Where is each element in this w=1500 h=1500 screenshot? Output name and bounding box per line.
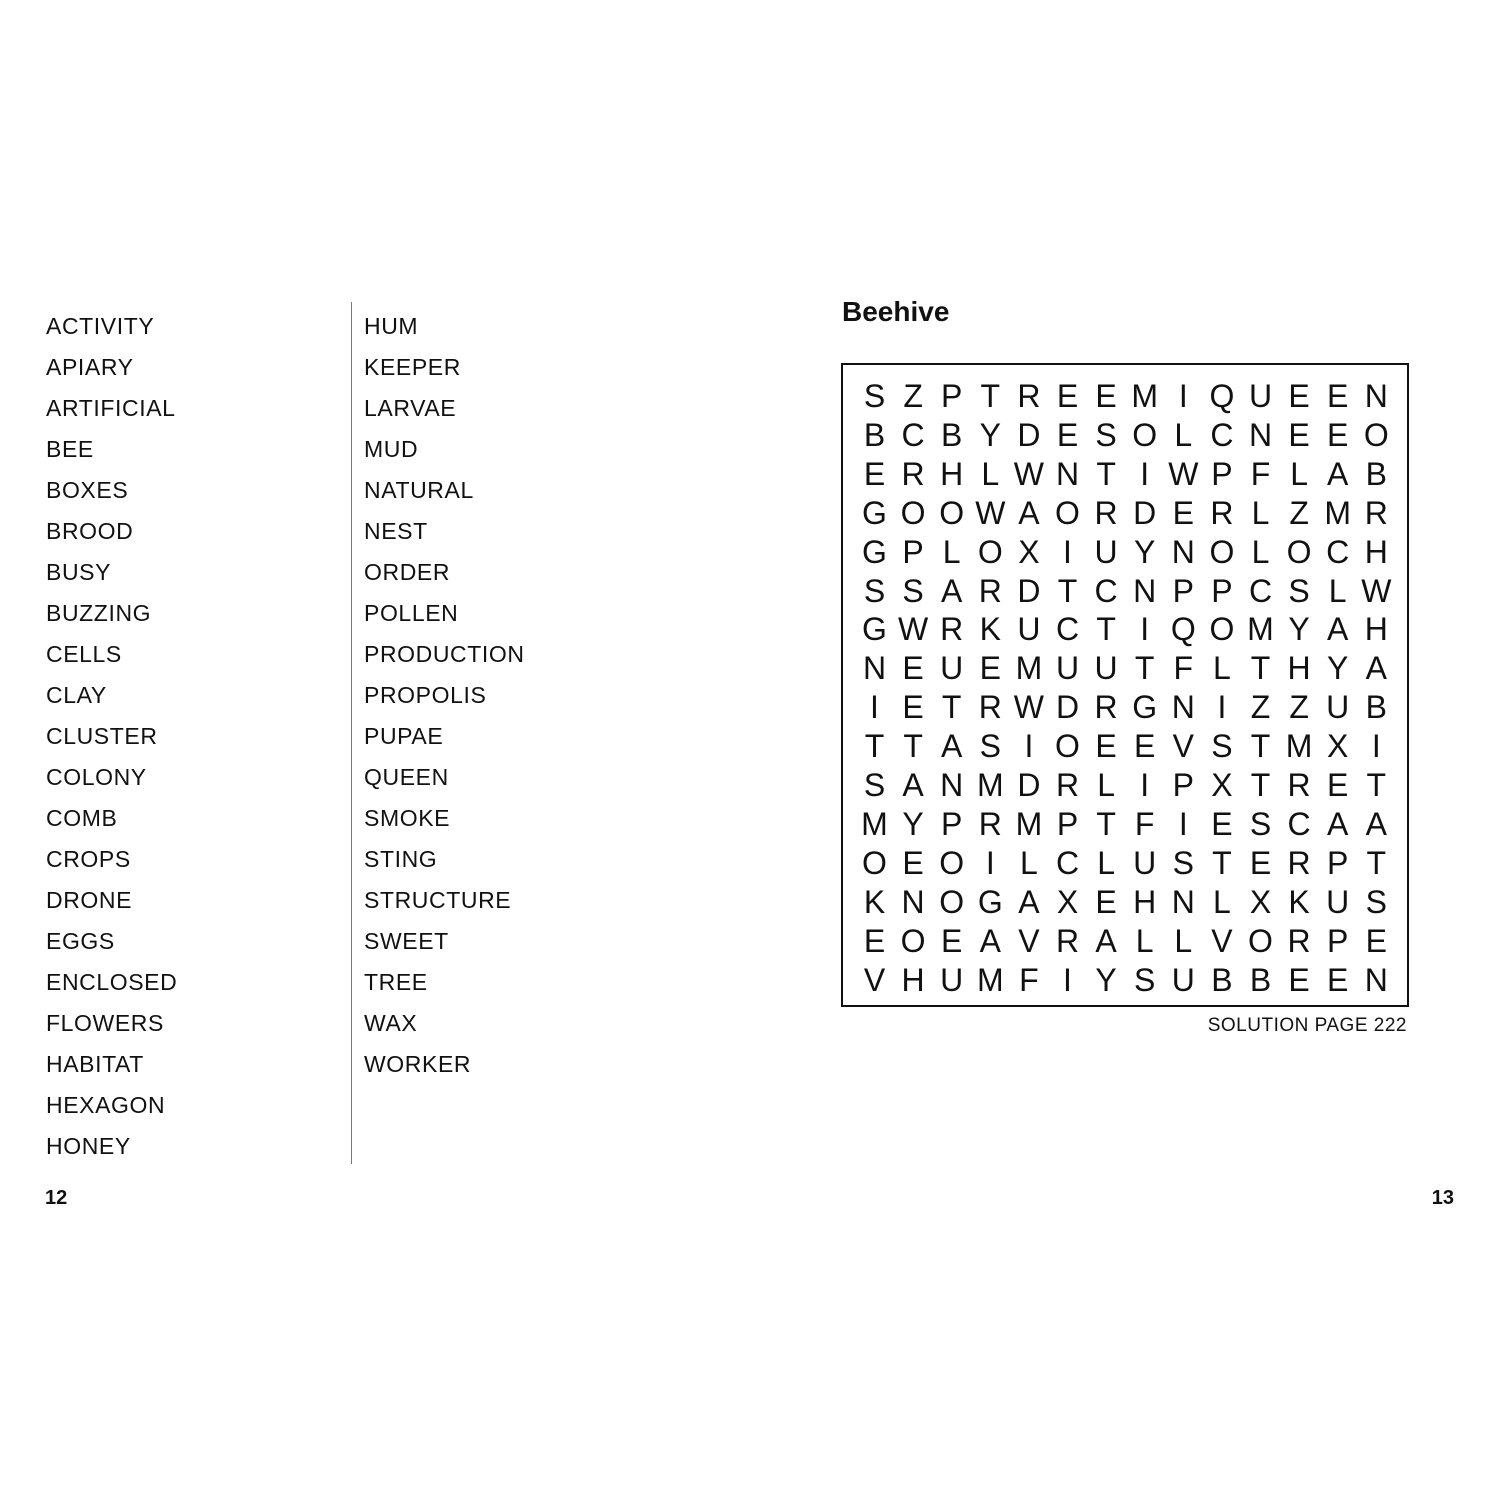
grid-letter[interactable]: A [1327,611,1349,648]
grid-letter[interactable]: A [1327,805,1349,842]
grid-letter[interactable]: L [1097,844,1115,881]
grid-letter[interactable]: G [1132,689,1158,726]
grid-letter[interactable]: A [902,767,924,803]
grid-letter[interactable]: E [979,650,1001,687]
grid-letter[interactable]: Y [1134,533,1156,570]
solution-reference: SOLUTION PAGE 222 [1207,1015,1407,1036]
grid-letter[interactable]: N [1171,533,1195,570]
grid-letter[interactable]: S [1095,416,1117,453]
grid-letter[interactable]: Y [902,805,924,842]
grid-letter[interactable]: U [940,650,964,687]
grid-letter[interactable]: Z [1250,689,1271,726]
grid-letter[interactable]: P [1056,805,1079,842]
grid-letter[interactable]: I [1140,767,1150,803]
word-list-item: CELLS [46,641,122,667]
word-list-item: ENCLOSED [46,969,178,995]
grid-letter[interactable]: A [1365,650,1387,687]
grid-letter[interactable]: N [1171,689,1195,726]
grid-letter[interactable]: N [1364,378,1388,414]
grid-letter[interactable]: R [1094,494,1118,531]
grid-letter[interactable]: E [1095,883,1117,920]
grid-letter[interactable]: L [1290,455,1308,492]
word-list-item: SMOKE [364,805,451,831]
grid-letter[interactable]: E [1095,728,1117,765]
grid-letter[interactable]: D [1017,416,1041,453]
grid-letter[interactable]: Z [903,378,923,414]
grid-letter[interactable]: G [977,883,1003,920]
grid-letter[interactable]: L [1019,844,1038,881]
grid-letter[interactable]: H [1364,533,1388,570]
grid-letter[interactable]: E [1327,767,1349,803]
grid-letter[interactable]: A [1365,805,1387,842]
grid-letter[interactable]: O [1132,416,1158,453]
grid-row [843,922,1407,961]
grid-letter[interactable]: N [1364,961,1388,998]
grid-letter[interactable]: H [1287,650,1311,687]
grid-letter[interactable]: E [1172,494,1194,531]
grid-letter[interactable]: L [1212,650,1231,687]
grid-letter[interactable]: F [1173,650,1194,687]
grid-letter[interactable]: R [978,805,1002,842]
grid-letter[interactable]: I [1024,728,1034,765]
grid-letter[interactable]: W [1361,572,1392,609]
grid-letter[interactable]: P [1327,922,1349,959]
grid-letter[interactable]: R [978,689,1002,726]
grid-letter[interactable]: P [1327,844,1349,881]
word-list-item: NEST [364,518,428,544]
grid-letter[interactable]: O [900,922,926,959]
grid-row [843,377,1407,416]
grid-letter[interactable]: N [1248,416,1273,453]
grid-letter[interactable]: E [1327,961,1349,998]
grid-letter[interactable]: E [902,689,924,726]
grid-letter[interactable]: A [1327,455,1349,492]
grid-letter[interactable]: O [1209,533,1235,570]
word-list-item: CROPS [46,846,131,872]
grid-letter[interactable]: A [1095,922,1117,959]
word-list-item: BEE [46,436,94,462]
grid-letter[interactable]: Y [1327,650,1349,687]
grid-letter[interactable]: T [941,689,962,726]
grid-letter[interactable]: E [1211,805,1233,842]
grid-letter[interactable]: R [1364,494,1388,531]
word-list-item: BOXES [46,477,129,503]
word-list-item: ARTIFICIAL [46,395,176,421]
grid-letter[interactable]: D [1055,689,1080,726]
grid-letter[interactable]: T [1212,844,1232,881]
grid-letter[interactable]: O [1286,533,1312,570]
grid-letter[interactable]: R [1287,922,1311,959]
grid-letter[interactable]: S [1172,844,1194,881]
grid-letter[interactable]: U [1326,883,1350,920]
grid-letter[interactable]: T [1057,572,1078,609]
grid-letter[interactable]: T [1250,728,1271,765]
grid-letter[interactable]: R [1210,494,1234,531]
grid-letter[interactable]: L [1174,922,1193,959]
word-list-item: KEEPER [364,354,461,380]
grid-letter[interactable]: D [1133,494,1157,531]
word-list-item: BUZZING [46,600,152,626]
grid-letter[interactable]: M [1285,728,1313,765]
grid-letter[interactable]: T [1096,611,1116,648]
grid-letter[interactable]: E [1288,961,1310,998]
grid-letter[interactable]: O [862,844,887,881]
word-list-item: HONEY [46,1133,131,1159]
grid-row [843,416,1407,455]
word-list-item: CLAY [46,682,107,708]
grid-letter[interactable]: A [941,572,963,609]
grid-row [843,649,1407,688]
grid-letter[interactable]: B [941,416,963,453]
word-list-item: EGGS [46,928,115,954]
grid-letter[interactable]: R [1017,378,1041,414]
grid-letter[interactable]: U [940,961,964,998]
grid-row [843,455,1407,494]
grid-letter[interactable]: C [1094,572,1118,609]
grid-letter[interactable]: F [1250,455,1271,492]
puzzle-title: Beehive [842,296,950,327]
grid-row [843,572,1407,611]
word-list-item: FLOWERS [46,1010,164,1036]
grid-letter[interactable]: L [942,533,961,570]
grid-letter[interactable]: V [1211,922,1233,959]
grid-letter[interactable]: S [1134,961,1156,998]
grid-row [843,805,1407,844]
grid-letter[interactable]: F [1019,961,1039,998]
grid-letter[interactable]: I [1217,689,1227,726]
grid-letter[interactable]: P [902,533,924,570]
word-list-item: HEXAGON [46,1092,166,1118]
word-list-item: BUSY [46,559,112,585]
grid-letter[interactable]: V [863,961,886,998]
grid-letter[interactable]: S [902,572,924,609]
grid-letter[interactable]: W [975,494,1006,531]
grid-letter[interactable]: R [940,611,964,648]
grid-letter[interactable]: M [1015,650,1043,687]
word-list-item: COMB [46,805,118,831]
grid-letter[interactable]: E [1288,416,1310,453]
grid-letter[interactable]: T [1096,805,1116,842]
grid-letter[interactable]: A [1018,883,1040,920]
grid-letter[interactable]: U [1094,650,1118,687]
grid-letter[interactable]: U [1248,378,1273,414]
grid-letter[interactable]: Y [1288,611,1310,648]
grid-letter[interactable]: C [1055,611,1080,648]
grid-letter[interactable]: X [1327,728,1349,765]
grid-letter[interactable]: A [979,922,1001,959]
grid-letter[interactable]: M [976,767,1004,803]
grid-letter[interactable]: P [941,378,963,414]
grid-letter[interactable]: N [940,767,964,803]
grid-letter[interactable]: A [1018,494,1040,531]
grid-letter[interactable]: I [1063,961,1072,998]
grid-letter[interactable]: T [1096,455,1116,492]
grid-letter[interactable]: E [1095,378,1117,414]
grid-letter[interactable]: T [864,728,885,765]
grid-letter[interactable]: R [1055,767,1080,803]
grid-letter[interactable]: Y [979,416,1001,453]
grid-letter[interactable]: N [901,883,925,920]
grid-letter[interactable]: W [897,611,929,648]
grid-letter[interactable]: S [1249,805,1272,842]
grid-letter[interactable]: O [977,533,1003,570]
word-list-item: STING [364,846,438,872]
grid-letter[interactable]: K [979,611,1001,648]
word-list-item: HABITAT [46,1051,144,1077]
grid-letter[interactable]: M [1015,805,1043,842]
word-list-item: PRODUCTION [364,641,525,667]
grid-letter[interactable]: E [1249,844,1272,881]
grid-letter[interactable]: I [1178,805,1188,842]
grid-letter[interactable]: X [1211,767,1233,803]
grid-letter[interactable]: M [1247,611,1274,648]
grid-letter[interactable]: O [1248,922,1273,959]
grid-letter[interactable]: S [979,728,1001,765]
grid-letter[interactable]: K [863,883,886,920]
grid-letter[interactable]: E [863,922,886,959]
grid-letter[interactable]: G [862,611,887,648]
grid-letter[interactable]: O [1055,494,1080,531]
grid-letter[interactable]: E [902,650,924,687]
grid-letter[interactable]: E [902,844,924,881]
grid-letter[interactable]: P [1211,455,1233,492]
grid-letter[interactable]: B [1365,455,1387,492]
grid-letter[interactable]: C [901,416,925,453]
grid-row [843,727,1407,766]
grid-letter[interactable]: P [1211,572,1233,609]
grid-letter[interactable]: S [863,572,886,609]
grid-letter[interactable]: W [1013,689,1044,726]
grid-letter[interactable]: T [1366,767,1387,803]
grid-letter[interactable]: P [1172,767,1194,803]
grid-letter[interactable]: K [1288,883,1310,920]
grid-letter[interactable]: V [1172,728,1194,765]
grid-letter[interactable]: O [939,883,965,920]
grid-letter[interactable]: D [1017,767,1041,803]
grid-letter[interactable]: E [941,922,963,959]
grid-letter[interactable]: O [939,494,965,531]
grid-letter[interactable]: O [1209,611,1235,648]
grid-letter[interactable]: B [1365,689,1387,726]
grid-letter[interactable]: G [862,494,887,531]
grid-letter[interactable]: H [901,961,925,998]
grid-letter[interactable]: L [1135,922,1154,959]
word-search-grid [841,363,1409,1007]
grid-letter[interactable]: D [1017,572,1041,609]
grid-letter[interactable]: O [1055,728,1080,765]
grid-letter[interactable]: C [1055,844,1080,881]
grid-letter[interactable]: Q [1170,611,1196,648]
grid-letter[interactable]: H [1364,611,1388,648]
grid-letter[interactable]: L [1212,883,1231,920]
word-list-item: PROPOLIS [364,682,487,708]
grid-row [843,533,1407,572]
grid-letter[interactable]: I [1178,378,1188,414]
grid-letter[interactable]: T [1250,767,1271,803]
grid-letter[interactable]: N [1133,572,1157,609]
grid-letter[interactable]: R [1094,689,1118,726]
grid-letter[interactable]: P [941,805,963,842]
grid-letter[interactable]: E [1056,416,1079,453]
grid-row [843,688,1407,727]
grid-letter[interactable]: I [1063,533,1072,570]
grid-letter[interactable]: U [1133,844,1157,881]
grid-letter[interactable]: V [1018,922,1040,959]
word-list-item: LARVAE [364,395,457,421]
grid-letter[interactable]: B [1211,961,1233,998]
grid-letter[interactable]: H [1133,883,1157,920]
grid-letter[interactable]: I [1140,455,1150,492]
word-list-item: COLONY [46,764,147,790]
grid-letter[interactable]: I [1140,611,1150,648]
grid-letter[interactable]: C [1248,572,1273,609]
grid-letter[interactable]: C [1287,805,1311,842]
grid-letter[interactable]: B [863,416,886,453]
grid-letter[interactable]: G [862,533,887,570]
grid-letter[interactable]: B [1249,961,1272,998]
page-number-left: 12 [45,1187,68,1209]
grid-letter[interactable]: I [1371,728,1381,765]
grid-letter[interactable]: A [941,728,963,765]
word-list-item: ORDER [364,559,451,585]
grid-letter[interactable]: R [1287,767,1311,803]
grid-letter[interactable]: T [903,728,923,765]
grid-letter[interactable]: X [1056,883,1079,920]
grid-letter[interactable]: L [1097,767,1115,803]
grid-row [843,494,1407,533]
grid-letter[interactable]: R [901,455,925,492]
grid-letter[interactable]: I [985,844,995,881]
grid-row [843,766,1407,805]
word-list-column-1 [46,306,177,1167]
grid-letter[interactable]: E [1288,378,1310,414]
grid-letter[interactable]: U [1094,533,1118,570]
word-list-item: WORKER [364,1051,472,1077]
grid-letter[interactable]: C [1210,416,1234,453]
grid-letter[interactable]: F [1134,805,1155,842]
grid-letter[interactable]: H [940,455,964,492]
grid-letter[interactable]: Z [1289,494,1309,531]
grid-row [843,961,1407,1000]
grid-letter[interactable]: X [1249,883,1272,920]
word-list-item: DRONE [46,887,133,913]
word-list-item: HUM [364,313,419,339]
grid-letter[interactable]: S [1365,883,1387,920]
grid-letter[interactable]: T [1366,844,1387,881]
grid-letter[interactable]: R [1055,922,1080,959]
grid-letter[interactable]: M [861,805,888,842]
grid-letter[interactable]: R [978,572,1002,609]
grid-letter[interactable]: U [1326,689,1350,726]
word-list-item: POLLEN [364,600,459,626]
grid-letter[interactable]: O [900,494,926,531]
grid-letter[interactable]: Z [1289,689,1309,726]
grid-letter[interactable]: S [863,378,886,414]
grid-letter[interactable]: W [1168,455,1199,492]
grid-letter[interactable]: O [939,844,965,881]
grid-letter[interactable]: N [1055,455,1080,492]
grid-letter[interactable]: L [1251,533,1270,570]
word-list-item: APIARY [46,354,134,380]
grid-row [843,610,1407,649]
grid-letter[interactable]: E [863,455,886,492]
grid-letter[interactable]: U [1171,961,1195,998]
grid-letter[interactable]: C [1326,533,1350,570]
grid-letter[interactable]: S [863,767,886,803]
grid-letter[interactable]: E [1327,378,1349,414]
grid-letter[interactable]: T [980,378,1001,414]
word-list-item: SWEET [364,928,449,954]
page-number-right: 13 [1431,1187,1454,1209]
word-list-item: MUD [364,436,419,462]
grid-letter[interactable]: O [1363,416,1389,453]
grid-letter[interactable]: Q [1209,378,1235,414]
grid-letter[interactable]: L [1328,572,1347,609]
word-list-item: TREE [364,969,428,995]
grid-letter[interactable]: N [1171,883,1195,920]
grid-letter[interactable]: M [1131,378,1159,414]
word-list-item: NATURAL [364,477,474,503]
grid-letter[interactable]: L [1251,494,1270,531]
grid-letter[interactable]: E [1134,728,1156,765]
grid-letter[interactable]: U [1055,650,1080,687]
grid-row [843,844,1407,883]
grid-letter[interactable]: W [1013,455,1044,492]
grid-letter[interactable]: M [1324,494,1352,531]
grid-letter[interactable]: I [870,689,879,726]
grid-letter[interactable]: L [1174,416,1193,453]
grid-letter[interactable]: E [1056,378,1079,414]
grid-letter[interactable]: S [1211,728,1233,765]
word-list-item: WAX [364,1010,418,1036]
grid-letter[interactable]: M [976,961,1004,998]
word-list-item: BROOD [46,518,134,544]
word-list-item: STRUCTURE [364,887,512,913]
grid-row [843,883,1407,922]
grid-letter[interactable]: E [1365,922,1387,959]
word-list-item: CLUSTER [46,723,158,749]
grid-letter[interactable]: Y [1095,961,1117,998]
grid-letter[interactable]: T [1134,650,1155,687]
word-list-item: QUEEN [364,764,449,790]
grid-letter[interactable]: N [862,650,887,687]
grid-letter[interactable]: T [1250,650,1271,687]
grid-letter[interactable]: R [1287,844,1311,881]
grid-letter[interactable]: E [1327,416,1349,453]
word-list-column-2 [364,306,525,1085]
grid-letter[interactable]: P [1172,572,1194,609]
word-list-item: ACTIVITY [46,313,155,339]
grid-letter[interactable]: U [1017,611,1041,648]
grid-letter[interactable]: L [981,455,1000,492]
word-list-item: PUPAE [364,723,444,749]
grid-letter[interactable]: S [1288,572,1310,609]
column-divider [351,302,352,1164]
grid-letter[interactable]: X [1018,533,1040,570]
